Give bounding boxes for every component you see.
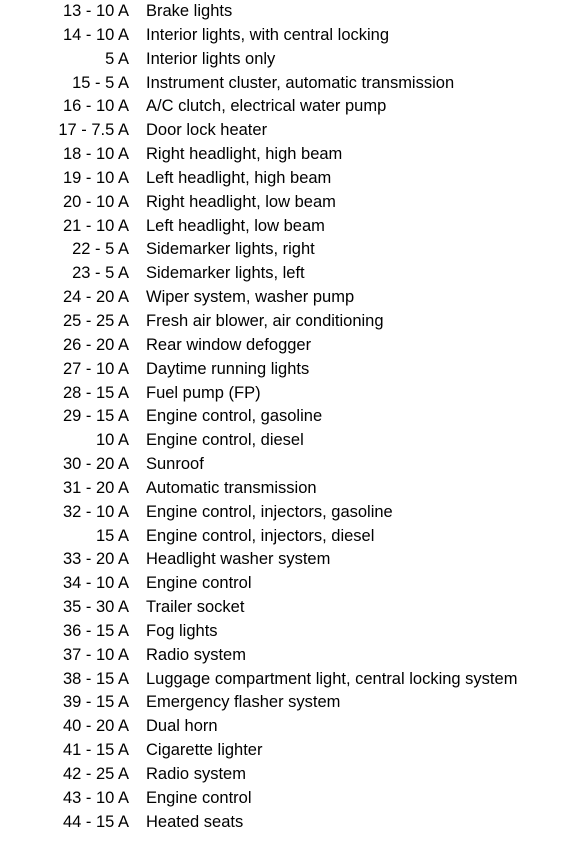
fuse-rating: 44 - 15 A xyxy=(62,812,129,831)
fuse-description: A/C clutch, electrical water pump xyxy=(146,97,387,116)
fuse-rating: 34 - 10 A xyxy=(62,574,129,593)
fuse-description: Sidemarker lights, left xyxy=(146,264,305,283)
fuse-rating: 30 - 20 A xyxy=(62,455,129,474)
fuse-rating: 16 - 10 A xyxy=(62,97,129,116)
fuse-rating: 32 - 10 A xyxy=(62,502,129,521)
fuse-rating: 35 - 30 A xyxy=(62,598,129,617)
fuse-description: Engine control xyxy=(146,574,252,593)
fuse-rating: 22 - 5 A xyxy=(72,240,129,259)
fuse-rating: 27 - 10 A xyxy=(62,359,129,378)
fuse-row xyxy=(0,358,580,382)
fuse-description: Brake lights xyxy=(146,2,233,20)
fuse-rating: 33 - 20 A xyxy=(62,550,129,569)
fuse-description: Automatic transmission xyxy=(146,478,317,497)
fuse-row xyxy=(0,286,580,310)
fuse-rating: 23 - 5 A xyxy=(72,264,129,283)
fuse-row xyxy=(0,691,580,715)
fuse-description: Left headlight, low beam xyxy=(146,216,325,235)
fuse-row xyxy=(0,405,580,429)
fuse-description: Heated seats xyxy=(146,812,244,831)
fuse-description: Sidemarker lights, right xyxy=(146,240,315,259)
fuse-description: Left headlight, high beam xyxy=(146,168,332,187)
fuse-row xyxy=(0,620,580,644)
fuse-rating: 39 - 15 A xyxy=(62,693,129,712)
fuse-row xyxy=(0,24,580,48)
fuse-rating: 21 - 10 A xyxy=(62,216,129,235)
fuse-rating: 15 - 5 A xyxy=(72,73,129,92)
fuse-row xyxy=(0,310,580,334)
fuse-description: Dual horn xyxy=(146,717,218,736)
fuse-rating: 29 - 15 A xyxy=(62,407,129,426)
fuse-description: Rear window defogger xyxy=(146,335,312,354)
fuse-rating: 24 - 20 A xyxy=(62,288,129,307)
fuse-rating: 20 - 10 A xyxy=(62,192,129,211)
fuse-row xyxy=(0,334,580,358)
fuse-description: Fog lights xyxy=(146,621,218,640)
fuse-rating: 26 - 20 A xyxy=(62,335,129,354)
fuse-description: Luggage compartment light, central locking system xyxy=(146,669,518,688)
fuse-description: Instrument cluster, automatic transmission xyxy=(146,73,455,92)
fuse-row xyxy=(0,477,580,501)
fuse-rating: 13 - 10 A xyxy=(62,2,129,20)
fuse-row xyxy=(0,0,580,24)
fuse-rating: 41 - 15 A xyxy=(62,741,129,760)
fuse-row xyxy=(0,811,580,835)
fuse-rating: 40 - 20 A xyxy=(62,717,129,736)
fuse-row xyxy=(0,382,580,406)
fuse-row xyxy=(0,191,580,215)
fuse-row xyxy=(0,429,580,453)
fuse-row xyxy=(0,72,580,96)
fuse-description: Radio system xyxy=(146,645,246,664)
fuse-row xyxy=(0,787,580,811)
fuse-row xyxy=(0,715,580,739)
fuse-description: Door lock heater xyxy=(146,121,268,140)
fuse-description: Fresh air blower, air conditioning xyxy=(146,311,384,330)
fuse-rating: 14 - 10 A xyxy=(62,25,129,44)
fuse-row xyxy=(0,739,580,763)
fuse-description: Engine control, gasoline xyxy=(146,407,323,426)
fuse-description: Cigarette lighter xyxy=(146,741,263,760)
fuse-row xyxy=(0,644,580,668)
fuse-description: Engine control, injectors, diesel xyxy=(146,526,375,545)
fuse-description: Right headlight, high beam xyxy=(146,145,343,164)
fuse-description: Radio system xyxy=(146,765,246,783)
fuse-rating: 31 - 20 A xyxy=(62,478,129,497)
fuse-description: Headlight washer system xyxy=(146,550,331,569)
fuse-description: Trailer socket xyxy=(146,598,245,617)
fuse-row xyxy=(0,572,580,596)
fuse-row xyxy=(0,215,580,239)
fuse-rating: 37 - 10 A xyxy=(62,645,129,664)
fuse-description: Engine control, diesel xyxy=(146,431,304,450)
fuse-row xyxy=(0,143,580,167)
fuse-row xyxy=(0,596,580,620)
fuse-description: Fuel pump (FP) xyxy=(146,383,261,402)
fuse-description: Wiper system, washer pump xyxy=(146,288,355,307)
fuse-row xyxy=(0,167,580,191)
fuse-rating: 36 - 15 A xyxy=(62,621,129,640)
fuse-description: Engine control, injectors, gasoline xyxy=(146,502,393,521)
fuse-row xyxy=(0,262,580,286)
fuse-row xyxy=(0,95,580,119)
fuse-rating: 43 - 10 A xyxy=(62,788,129,807)
fuse-description: Sunroof xyxy=(146,455,204,474)
fuse-row xyxy=(0,453,580,477)
fuse-rating: 38 - 15 A xyxy=(62,669,129,688)
fuse-row xyxy=(0,525,580,549)
fuse-rating: 19 - 10 A xyxy=(62,168,129,187)
fuse-row xyxy=(0,501,580,525)
fuse-description: Engine control xyxy=(146,788,252,807)
fuse-description: Right headlight, low beam xyxy=(146,192,336,211)
fuse-row xyxy=(0,119,580,143)
fuse-row xyxy=(0,548,580,572)
fuse-rating: 15 A xyxy=(95,526,129,545)
fuse-rating: 5 A xyxy=(105,49,129,68)
fuse-row xyxy=(0,668,580,692)
fuse-rating: 42 - 25 A xyxy=(62,765,129,783)
fuse-description: Daytime running lights xyxy=(146,359,310,378)
fuse-row xyxy=(0,48,580,72)
fuse-row xyxy=(0,238,580,262)
fuse-rating: 28 - 15 A xyxy=(62,383,129,402)
fuse-rating: 18 - 10 A xyxy=(62,145,129,164)
fuse-rating: 17 - 7.5 A xyxy=(58,121,129,140)
fuse-rating: 25 - 25 A xyxy=(62,311,129,330)
fuse-rating: 10 A xyxy=(95,431,129,450)
fuse-description: Emergency flasher system xyxy=(146,693,341,712)
fuse-description: Interior lights only xyxy=(146,49,276,68)
fuse-description: Interior lights, with central locking xyxy=(146,25,390,44)
fuse-row xyxy=(0,763,580,787)
